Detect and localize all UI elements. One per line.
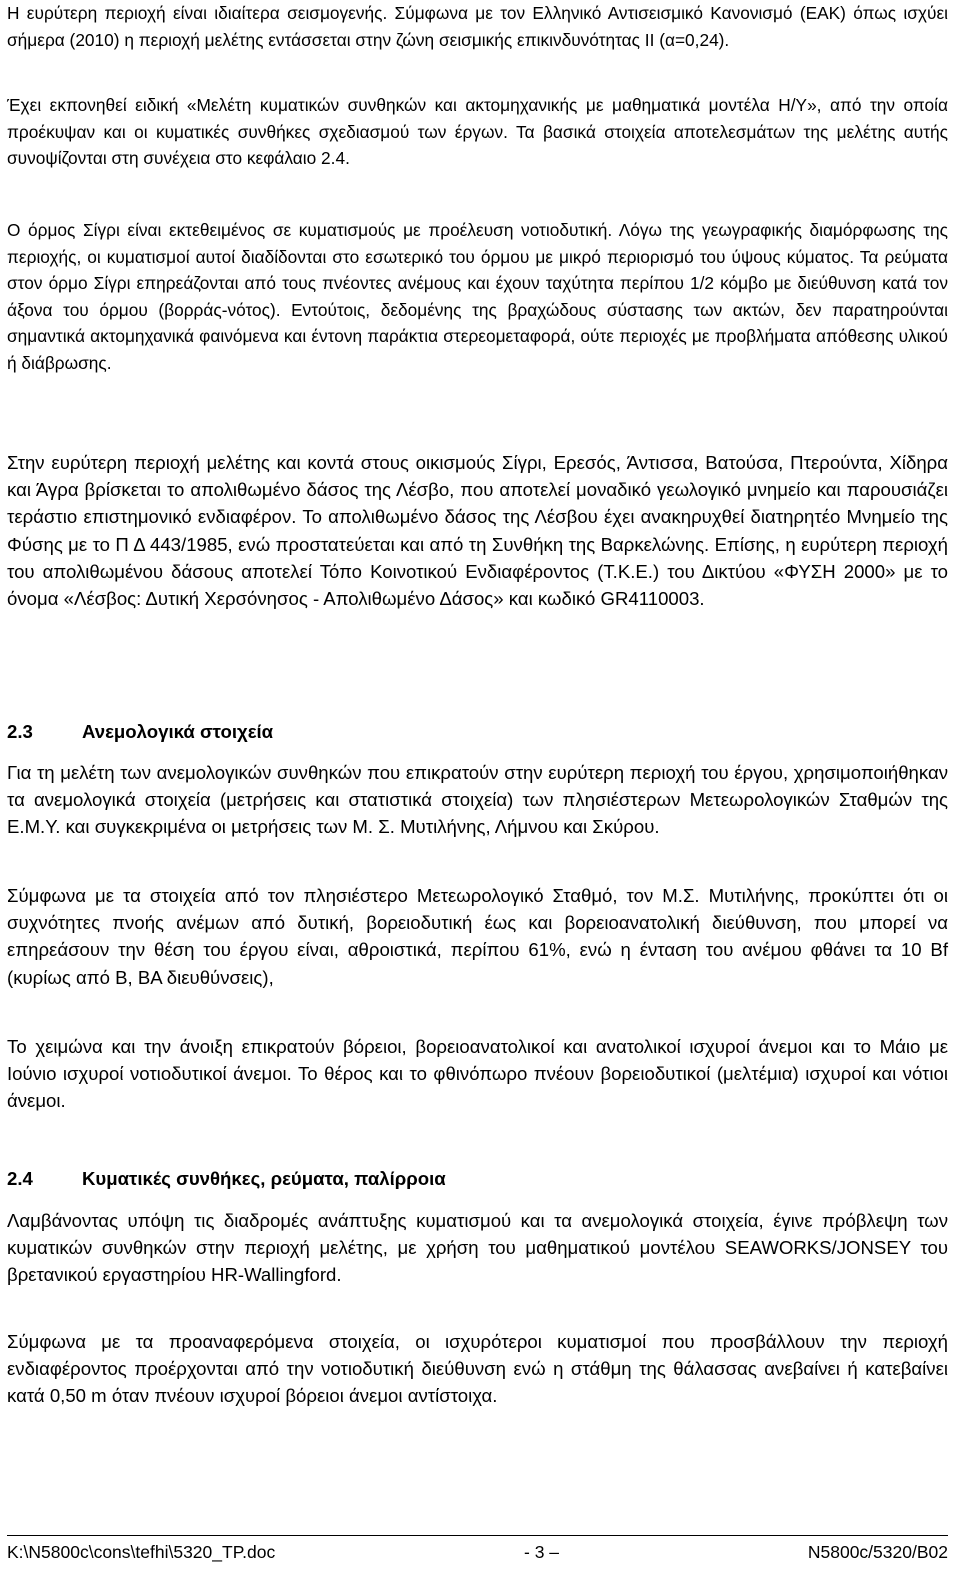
paragraph-wave-study: Έχει εκπονηθεί ειδική «Μελέτη κυματικών συνθηκών και ακτομηχανικής με μαθηματικά μοντέλα Η/Υ», από την οποία προέκυψαν και οι κυματικές συνθήκες σχεδιασμού των έργων. Τα βασικά στοιχεία αποτελεσμάτων της μελέτης αυτής συνοψίζονται στη συνέχεια στο κεφάλαιο 2.4.: [7, 95, 948, 168]
paragraph-mytilene-station: Σύμφωνα με τα στοιχεία από τον πλησιέστερο Μετεωρολογικό Σταθμό, τον Μ.Σ. Μυτιλήνης, προκύπτει ότι οι συχνότητες πνοής ανέμων από δυτική, βορειοδυτική έως και βορειοανατολική διεύθυνση, που μπορεί να επηρεάσουν την θέση του έργου είναι, αθροιστικά, περίπου 61%, ενώ η ένταση του ανέμου φθάνει τα 10 Bf (κυρίως από Β, ΒΑ διευθύνσεις),: [7, 885, 948, 988]
paragraph-seismic-zone: Η ευρύτερη περιοχή είναι ιδιαίτερα σεισμογενής. Σύμφωνα με τον Ελληνικό Αντισεισμικό Κανονισμό (ΕΑΚ) όπως ισχύει σήμερα (2010) η περιοχή μελέτης εντάσσεται στην ζώνη σεισμικής επικινδυνότητας ΙΙ (α=0,24).: [7, 3, 948, 50]
section-number: 2.3: [7, 721, 33, 742]
section-number: 2.4: [7, 1168, 33, 1189]
section-heading-2-4: [7, 1166, 446, 1192]
paragraph-sigri-bay: Ο όρμος Σίγρι είναι εκτεθειμένος σε κυματισμούς με προέλευση νοτιοδυτική. Λόγω της γεωγραφικής διαμόρφωσης της περιοχής, οι κυματισμοί αυτοί διαδίδονται στο εσωτερικό του όρμου με μικρό περιορισμό του ύψους κύματος. Τα ρεύματα στον όρμο Σίγρι επηρεάζονται από τους πνέοντες ανέμους και έχουν ταχύτητα περίπου 1/2 κόμβο με διεύθυνση κατά τον άξονα του όρμου (βορράς-νότος). Εντούτοις, δεδομένης της βραχώδους σύστασης των ακτών, δεν παρατηρούνται σημαντικά ακτομηχανικά φαινόμενα και έντονη παράκτια στερεομεταφορά, ούτε περιοχές με προβλήματα απόθεσης υλικού ή διάβρωσης.: [7, 220, 948, 373]
footer-file-path: K:\N5800c\cons\tefhi\5320_TP.doc: [7, 1542, 276, 1562]
footer-document-code: N5800c/5320/B02: [807, 1542, 948, 1562]
footer-page-number: - 3 –: [524, 1542, 560, 1562]
section-title: Κυματικές συνθήκες, ρεύματα, παλίρροια: [82, 1168, 446, 1189]
section-title: Ανεμολογικά στοιχεία: [82, 721, 274, 742]
paragraph-seasonal-winds: Το χειμώνα και την άνοιξη επικρατούν βόρειοι, βορειοανατολικοί και ανατολικοί ισχυροί άνεμοι και το Μάιο με Ιούνιο ισχυροί νοτιοδυτικοί άνεμοι. Το θέρος και το φθινόπωρο πνέουν βορειοδυτικοί (μελτέμια) ισχυροί και νότιοι άνεμοι.: [7, 1036, 948, 1112]
paragraph-petrified-forest: Στην ευρύτερη περιοχή μελέτης και κοντά στους οικισμούς Σίγρι, Ερεσός, Άντισσα, Βατούσα, Πτερούντα, Χίδηρα και Άγρα βρίσκεται το απολιθωμένο δάσος της Λέσβο, που αποτελεί μοναδικό γεωλογικό μνημείο και παρουσιάζει τεράστιο επιστημονικό ενδιαφέρον. Το απολιθωμένο δάσος της Λέσβου έχει ανακηρυχθεί διατηρητέο Μνημείο της Φύσης με το Π Δ 443/1985, ενώ προστατεύεται και από τη Συνθήκη της Βαρκελώνης. Επίσης, η ευρύτερη περιοχή του απολιθωμένου δάσους αποτελεί Τόπο Κοινοτικού Ενδιαφέροντος (Τ.Κ.Ε.) του Δικτύου «ΦΥΣΗ 2000» με το όνομα «Λέσβος: Δυτική Χερσόνησος - Απολιθωμένο Δάσος» και κωδικό GR4110003.: [7, 452, 948, 610]
paragraph-wave-model: Λαμβάνοντας υπόψη τις διαδρομές ανάπτυξης κυματισμού και τα ανεμολογικά στοιχεία, έγινε πρόβλεψη των κυματικών συνθηκών στην περιοχή μελέτης, με χρήση του μαθηματικού μοντέλου SEAWORKS/JONSEY του βρετανικού εργαστηρίου HR-Wallingford.: [7, 1210, 948, 1286]
page-footer: [7, 1535, 948, 1565]
section-heading-2-3: [7, 719, 273, 745]
paragraph-wind-data: Για τη μελέτη των ανεμολογικών συνθηκών που επικρατούν στην ευρύτερη περιοχή του έργου, χρησιμοποιήθηκαν τα ανεμολογικά στοιχεία (μετρήσεις και στατιστικά στοιχεία) των πλησιέστερων Μετεωρολογικών Σταθμών της Ε.Μ.Υ. και συγκεκριμένα οι μετρήσεις των Μ. Σ. Μυτιλήνης, Λήμνου και Σκύρου.: [7, 762, 948, 838]
paragraph-sea-level: Σύμφωνα με τα προαναφερόμενα στοιχεία, οι ισχυρότεροι κυματισμοί που προσβάλλουν την περιοχή ενδιαφέροντος προέρχονται από την νοτιοδυτική διεύθυνση ενώ η στάθμη της θάλασσας ανεβαίνει ή κατεβαίνει κατά 0,50 m όταν πνέουν ισχυροί βόρειοι άνεμοι αντίστοιχα.: [7, 1331, 948, 1407]
